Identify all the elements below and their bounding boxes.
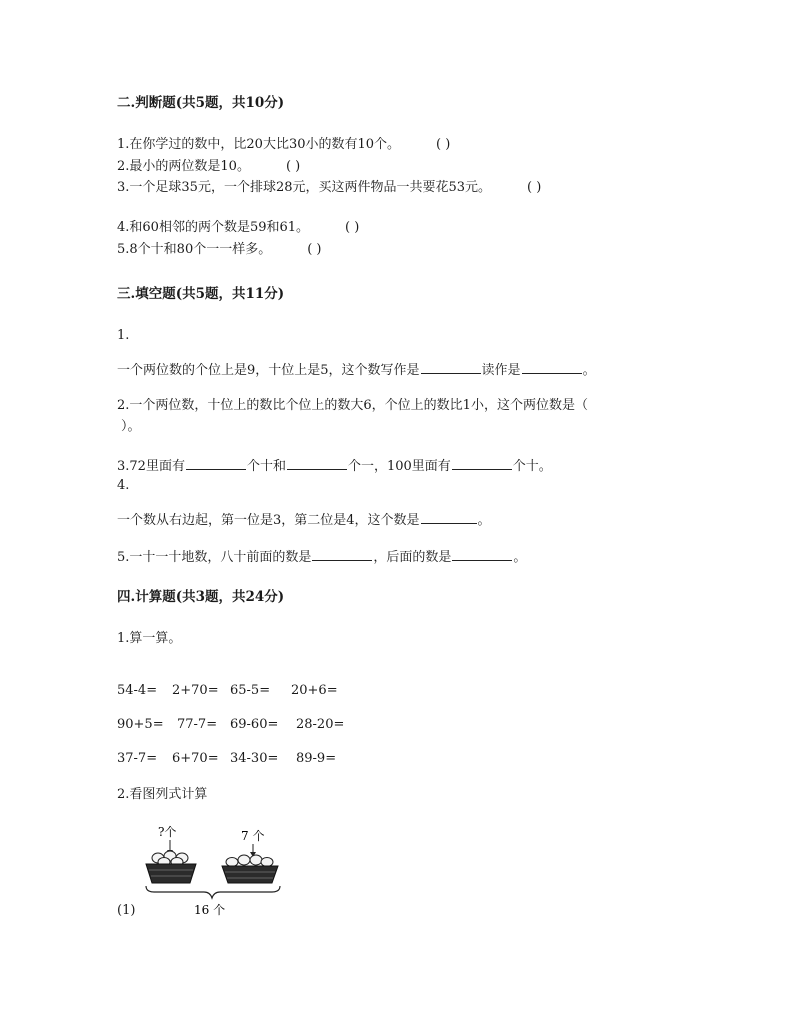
fill-blank-q3-tens[interactable] [186, 457, 246, 470]
fill-q1-number: 1. [117, 328, 130, 343]
brace-icon [146, 886, 280, 898]
calc-item: 65-5= [230, 683, 271, 698]
fill-blank-q3-hundred-tens[interactable] [452, 457, 512, 470]
judgement-q1 [117, 136, 450, 154]
answer-paren-q5[interactable]: ( ) [307, 242, 322, 257]
fill-blank-q5-after[interactable] [452, 548, 512, 561]
judgement-q2-text: 2.最小的两位数是10。 [117, 159, 250, 174]
judgement-q5-text: 5.8个十和80个一一样多。 [117, 242, 272, 257]
calc-item: 34-30= [230, 751, 279, 766]
fill-q4-end: 。 [477, 513, 491, 528]
judgement-q4-text: 4.和60相邻的两个数是59和61。 [117, 220, 310, 235]
fill-q4-text-a: 一个数从右边起，第一位是3，第二位是4，这个数是 [117, 513, 420, 528]
fill-q5 [117, 548, 526, 567]
answer-paren-q1[interactable]: ( ) [436, 137, 451, 152]
calc-item: 89-9= [296, 751, 337, 766]
calc-item: 37-7= [117, 751, 158, 766]
basket-figure [138, 820, 288, 920]
calc-item: 28-20= [296, 717, 345, 732]
fill-q1-text-a: 一个两位数的个位上是9，十位上是5，这个数写作是 [117, 363, 420, 378]
section-title-fill-in: 三.填空题(共5题，共11分) [117, 286, 285, 302]
calc-q1-title: 1.算一算。 [117, 631, 182, 646]
calc-item: 69-60= [230, 717, 279, 732]
left-basket-icon [146, 851, 196, 883]
fill-q2-text-a: 2.一个两位数，十位上的数比个位上的数大6，个位上的数比1小，这个两位数是（ [117, 398, 588, 413]
figure-sub-label: (1) [117, 903, 136, 918]
fill-blank-q5-before[interactable] [312, 548, 372, 561]
fill-q1 [117, 361, 596, 380]
fill-blank-q3-ones[interactable] [287, 457, 347, 470]
fill-q4-number: 4. [117, 478, 130, 493]
judgement-q5 [117, 241, 322, 259]
fill-q2-text-b: ）。 [121, 419, 141, 434]
calc-item: 2+70= [172, 683, 219, 698]
fill-blank-q1-write[interactable] [421, 361, 481, 374]
fill-q3-text-b: 个十和 [246, 459, 286, 474]
judgement-q4 [117, 219, 359, 237]
fill-blank-q4[interactable] [421, 511, 477, 524]
calc-item: 77-7= [177, 717, 218, 732]
fill-q5-end: 。 [513, 550, 527, 565]
figure-total-label: 16 个 [194, 903, 226, 917]
fill-q5-text-b: ，后面的数是 [373, 550, 452, 565]
fill-blank-q1-read[interactable] [522, 361, 582, 374]
fill-q2-cont [117, 418, 141, 436]
calc-item: 54-4= [117, 683, 158, 698]
fill-q3 [117, 457, 552, 476]
answer-paren-q2[interactable]: ( ) [285, 159, 301, 174]
judgement-q2 [117, 158, 300, 176]
section-title-calculation: 四.计算题(共3题，共24分) [117, 589, 285, 605]
fill-q3-text-d: 个十。 [512, 459, 552, 474]
fill-q1-end: 。 [582, 363, 596, 378]
calc-item: 6+70= [172, 751, 219, 766]
fill-q4 [117, 511, 491, 530]
calc-item: 90+5= [117, 717, 164, 732]
answer-paren-q4[interactable]: ( ) [345, 220, 360, 235]
fill-q2 [117, 397, 588, 415]
judgement-q3-text: 3.一个足球35元，一个排球28元，买这两件物品一共要花53元。 [117, 180, 492, 195]
fill-q3-text-a: 3.72里面有 [117, 459, 185, 474]
figure-right-label: 7 个 [241, 829, 265, 843]
fill-q1-text-b: 读作是 [481, 363, 521, 378]
fill-q3-text-c: 个一，100里面有 [347, 459, 451, 474]
judgement-q3 [117, 179, 541, 197]
section-title-judgement: 二.判断题(共5题，共10分) [117, 95, 285, 111]
fill-q5-text-a: 5.一十一十地数，八十前面的数是 [117, 550, 312, 565]
judgement-q1-text: 1.在你学过的数中，比20大比30小的数有10个。 [117, 137, 401, 152]
right-basket-icon [222, 855, 278, 883]
answer-paren-q3[interactable]: ( ) [527, 180, 542, 195]
figure-left-label: ?个 [158, 825, 177, 839]
calc-item: 20+6= [291, 683, 338, 698]
calc-q2-title: 2.看图列式计算 [117, 787, 208, 802]
